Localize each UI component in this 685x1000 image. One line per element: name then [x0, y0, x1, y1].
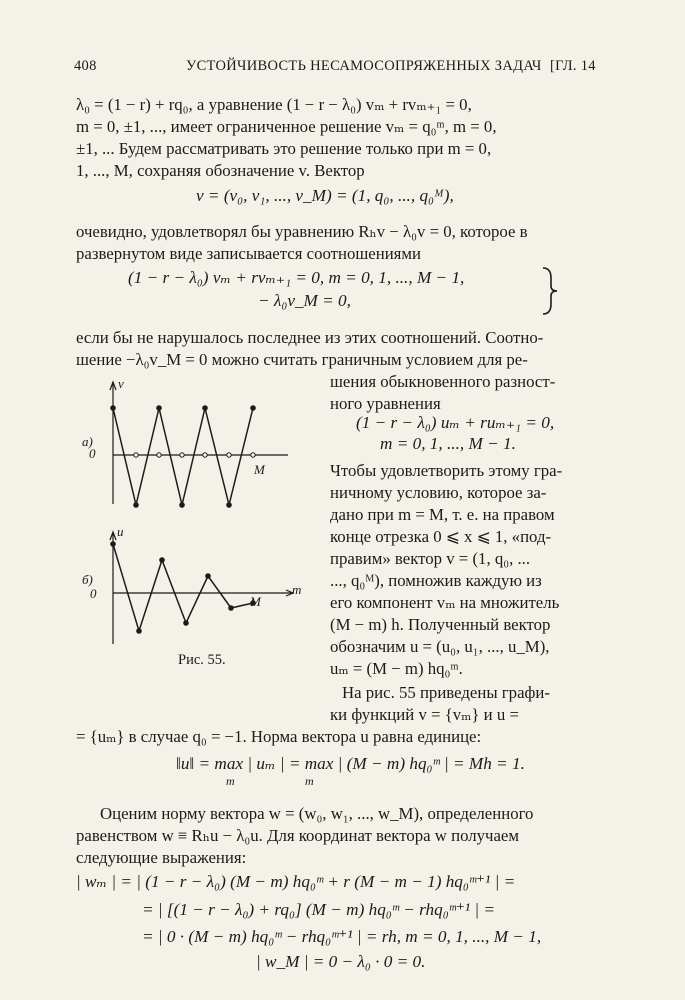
end-label-M: M — [250, 594, 261, 609]
difference-eq-2: m = 0, 1, ..., M − 1. — [380, 434, 516, 453]
text-line: ..., q₀ᴹ), помножив каждую из — [330, 571, 542, 590]
text-line: ного уравнения — [330, 394, 441, 413]
text-line: его компонент vₘ на множитель — [330, 593, 560, 612]
zero-label: 0 — [89, 446, 96, 461]
u-series-line — [113, 544, 253, 631]
w-equation-4: | w_M | = 0 − λ₀ · 0 = 0. — [256, 952, 426, 971]
text-line: конце отрезка 0 ⩽ x ⩽ 1, «под- — [330, 527, 552, 546]
axis-label-m: m — [292, 582, 302, 597]
text-line: = {uₘ} в случае q₀ = −1. Норма вектора u равна единице: — [76, 727, 482, 746]
w-equation-1: | wₘ | = | (1 − r − λ₀) (M − m) hq₀ᵐ + r (M − m − 1) hq₀ᵐ⁺¹ | = — [76, 872, 516, 891]
panel-label-b: б) — [82, 572, 93, 587]
equation-norm: ‖u‖ = max | uₘ | = max | (M − m) hq₀ᵐ | = Mh = 1. — [176, 754, 525, 773]
axis-label-v: v — [118, 376, 124, 391]
text-line: Оценим норму вектора w = (w₀, w₁, ..., w_M), определенного — [100, 804, 534, 823]
figure-panel-b — [78, 528, 308, 648]
system-eq-2: − λ₀v_M = 0, — [258, 291, 351, 310]
w-equation-3: = | 0 · (M − m) hq₀ᵐ − rhq₀ᵐ⁺¹ | = rh, m = 0, 1, ..., M − 1, — [142, 927, 542, 946]
text-line: ничному условию, которое за- — [330, 483, 547, 502]
page-number: 408 — [74, 58, 97, 74]
max-subscript: m — [226, 774, 235, 788]
chapter-label: [ГЛ. 14 — [550, 58, 596, 74]
text-line: шение −λ₀v_M = 0 можно считать граничным условием для ре- — [76, 350, 528, 369]
text-line: правим» вектор v = (1, q₀, ... — [330, 549, 531, 568]
text-line: m = 0, ±1, ..., имеет ограниченное решение vₘ = q₀ᵐ, m = 0, — [76, 117, 497, 136]
text-line: очевидно, удовлетворял бы уравнению Rₕv − λ₀v = 0, которое в — [76, 222, 528, 241]
max-subscript: m — [305, 774, 314, 788]
text-line: λ₀ = (1 − r) + rq₀, а уравнение (1 − r − λ₀) vₘ + rvₘ₊₁ = 0, — [76, 95, 472, 114]
running-title: УСТОЙЧИВОСТЬ НЕСАМОСОПРЯЖЕННЫХ ЗАДАЧ — [186, 58, 542, 74]
w-equation-2: = | [(1 − r − λ₀) + rq₀] (M − m) hq₀ᵐ − rhq₀ᵐ⁺¹ | = — [142, 900, 495, 919]
text-line: Чтобы удовлетворить этому гра- — [330, 461, 563, 480]
end-label-M: M — [254, 462, 265, 477]
zero-label: 0 — [90, 586, 97, 601]
brace-icon — [540, 266, 560, 316]
text-line: если бы не нарушалось последнее из этих соотношений. Соотно- — [76, 328, 544, 347]
axis-label-u: u — [117, 524, 124, 539]
text-line: обозначим u = (u₀, u₁, ..., u_M), — [330, 637, 550, 656]
figure-panel-a — [78, 378, 308, 508]
text-line: На рис. 55 приведены графи- — [342, 683, 550, 702]
text-line: 1, ..., M, сохраняя обозначение v. Вектор — [76, 161, 365, 180]
equation-v: v = (v₀, v₁, ..., v_M) = (1, q₀, ..., q₀ᴹ), — [196, 186, 454, 205]
text-line: ки функций v = {vₘ} и u = — [330, 705, 519, 724]
text-line: равенством w ≡ Rₕu − λ₀u. Для координат вектора w получаем — [76, 826, 519, 845]
text-line: (M − m) h. Полученный вектор — [330, 615, 551, 634]
text-line: шения обыкновенного разност- — [330, 372, 556, 391]
text-line: развернутом виде записывается соотношениями — [76, 244, 421, 263]
difference-eq-1: (1 − r − λ₀) uₘ + ruₘ₊₁ = 0, — [356, 413, 555, 432]
text-line: uₘ = (M − m) hq₀ᵐ. — [330, 659, 463, 678]
figure-caption: Рис. 55. — [178, 652, 226, 668]
text-line: ±1, ... Будем рассматривать это решение только при m = 0, — [76, 139, 492, 158]
text-line: следующие выражения: — [76, 848, 247, 867]
panel-label-a: а) — [82, 434, 93, 449]
text-line: дано при m = M, т. е. на правом — [330, 505, 555, 524]
system-eq-1: (1 − r − λ₀) vₘ + rvₘ₊₁ = 0, m = 0, 1, ..., M − 1, — [128, 268, 465, 287]
u-series-points — [110, 541, 256, 634]
